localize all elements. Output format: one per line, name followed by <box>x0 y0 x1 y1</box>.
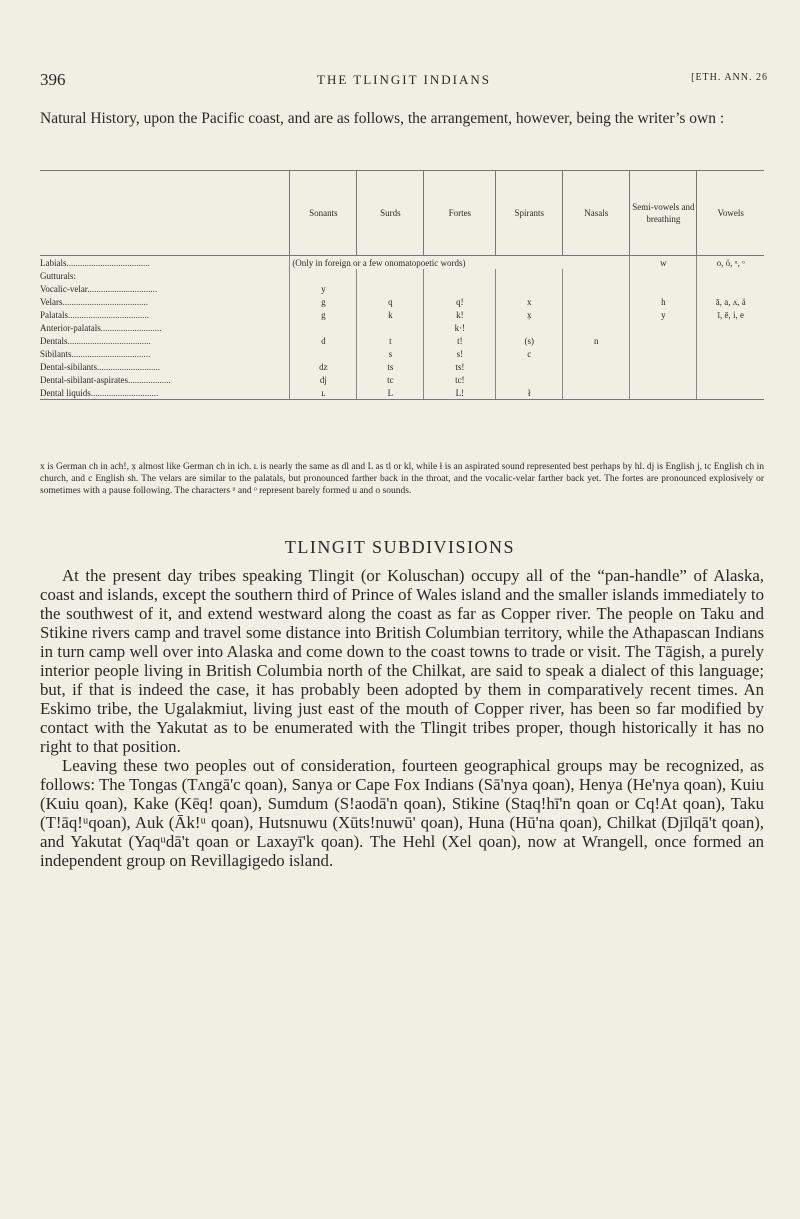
dot-leader: ............................ <box>97 361 160 372</box>
table-cell: g <box>290 308 357 321</box>
table-cell: (s) <box>496 334 563 347</box>
row-label: Dental-sibilant-aspirates................... <box>40 374 171 385</box>
table-cell: ts <box>357 360 424 373</box>
table-cell: q! <box>424 295 496 308</box>
column-header: Vowels <box>697 171 764 256</box>
page-number: 396 <box>40 70 66 89</box>
row-label: Dentals..................................... <box>40 335 151 346</box>
phonetic-table <box>40 170 764 400</box>
table-cell <box>496 269 563 282</box>
dot-leader: ........................... <box>100 322 162 333</box>
dot-leader: .................................... <box>68 309 149 320</box>
table-cell: k·! <box>424 321 496 334</box>
table-stub-header <box>40 171 290 256</box>
table-cell: (Only in foreign or a few onomatopoetic words) <box>290 256 630 270</box>
section-title: TLINGIT SUBDIVISIONS <box>284 537 516 557</box>
table-cell <box>357 269 424 282</box>
table-row <box>40 386 764 400</box>
table-cell: ł <box>496 386 563 400</box>
dot-leader: ..................................... <box>66 257 150 268</box>
table-cell: s <box>357 347 424 360</box>
row-label: Vocalic-velar............................... <box>40 283 158 294</box>
table-cell: dj <box>290 373 357 386</box>
table-cell <box>630 321 697 334</box>
table-cell <box>563 386 630 400</box>
table-row <box>40 373 764 386</box>
table-cell <box>563 321 630 334</box>
row-label: Velars...................................... <box>40 296 148 307</box>
table-cell <box>424 269 496 282</box>
dot-leader: ................... <box>127 374 171 385</box>
table-cell: h <box>630 295 697 308</box>
table-cell <box>496 360 563 373</box>
column-header: Spirants <box>496 171 563 256</box>
table-row <box>40 282 764 295</box>
table-row <box>40 295 764 308</box>
dot-leader: ................................... <box>71 348 151 359</box>
table-cell <box>697 347 764 360</box>
row-label: Dental-sibilants............................ <box>40 361 160 372</box>
column-header: Fortes <box>424 171 496 256</box>
row-label: Sibilants................................... <box>40 348 151 359</box>
row-label: Dental liquids.............................. <box>40 386 290 400</box>
table-cell: L <box>357 386 424 400</box>
table-cell: w <box>630 256 697 270</box>
table-cell: L! <box>424 386 496 400</box>
column-header: Surds <box>357 171 424 256</box>
table-cell <box>563 360 630 373</box>
table-cell: ā, a, ʌ, ä <box>697 295 764 308</box>
table-cell: tc! <box>424 373 496 386</box>
table-cell: d <box>290 334 357 347</box>
table-body <box>40 256 764 400</box>
table-cell <box>496 282 563 295</box>
paragraph: At the present day tribes speaking Tlingit (or Koluschan) occupy all of the “pan-handle” of Alaska, coast and islands, except the southern third of Prince of Wales island and the smaller islands immediately to the southwest of it, and extend westward along the coast as far as Copper river. The people on Taku and Stikine rivers camp and travel some distance into British Columbian territory, while the Athapascan Indians in turn camp well over into Alaska and come down to the coast towns to trade or visit. The Tāgish, a purely interior people living in British Columbia north of the Chilkat, are said to speak a dialect of this language; but, if that is indeed the case, it has probably been adopted by them in comparatively recent times. An Eskimo tribe, the Ugalakmiut, living just east of the mouth of Copper river, has been so far modified by contact with the Yakutat as to be enumerated with the Tlingit tribes proper, though historically it has no right to that position. <box>40 566 764 756</box>
row-label: Labials..................................... <box>40 257 150 268</box>
table-cell <box>697 373 764 386</box>
intro-paragraph: Natural History, upon the Pacific coast, and are as follows, the arrangement, however, being the writer’s own : <box>40 110 725 127</box>
row-label: Anterior-palatals........................... <box>40 322 162 333</box>
table-cell <box>697 360 764 373</box>
table-cell: n <box>563 334 630 347</box>
table-cell <box>563 282 630 295</box>
body-text <box>40 566 764 870</box>
table-cell <box>424 282 496 295</box>
table-cell <box>496 321 563 334</box>
column-header: Nasals <box>563 171 630 256</box>
table-cell: tc <box>357 373 424 386</box>
table-cell <box>563 269 630 282</box>
table-cell: x̣ <box>496 308 563 321</box>
dot-leader: ..................................... <box>67 335 151 346</box>
table-row <box>40 347 764 360</box>
table-header-row <box>40 171 764 256</box>
dot-leader: .............................. <box>90 387 159 398</box>
table-cell <box>630 282 697 295</box>
table-cell <box>697 282 764 295</box>
table-cell <box>290 347 357 360</box>
paragraph: Leaving these two peoples out of consideration, fourteen geographical groups may be recognized, as follows: The Tongas (Tʌngā'c qoan), Sanya or Cape Fox Indians (Sā'nya qoan), Henya (He'nya qoan), Kuiu (Kuiu qoan), Kake (Kēq! qoan), Sumdum (S!aodā'n qoan), Stikine (Staq!hī'n qoan or Cq!At qoan), Taku (T!āq!ᵘqoan), Auk (Āk!ᵘ qoan), Hutsnuwu (Xūts!nuwū' qoan), Huna (Hū'na qoan), Chilkat (Djīlqā't qoan), and Yakutat (Yaqᵘdā't qoan or Laxayī'k qoan). The Hehl (Xel qoan), now at Wrangell, once formed an independent group on Revillagigedo island. <box>40 756 764 870</box>
table-cell <box>563 373 630 386</box>
table-cell <box>357 321 424 334</box>
table-cell: x <box>496 295 563 308</box>
column-header: Semi-vowels and breathing <box>630 171 697 256</box>
table-cell <box>357 282 424 295</box>
table-cell: dz <box>290 360 357 373</box>
table-cell: k! <box>424 308 496 321</box>
table-cell <box>697 269 764 282</box>
table-cell <box>290 321 357 334</box>
table-cell <box>630 334 697 347</box>
table-cell <box>563 295 630 308</box>
dot-leader: ...................................... <box>62 296 148 307</box>
table-row <box>40 256 764 270</box>
table-cell <box>630 269 697 282</box>
table-cell: t <box>357 334 424 347</box>
running-header <box>40 70 768 94</box>
table-cell <box>630 360 697 373</box>
table-cell <box>496 373 563 386</box>
table-cell: k <box>357 308 424 321</box>
table-cell <box>630 386 697 400</box>
table-row <box>40 321 764 334</box>
table-cell: q <box>357 295 424 308</box>
table-cell <box>630 373 697 386</box>
table-row <box>40 334 764 347</box>
table-cell <box>563 308 630 321</box>
table-cell: o, ö, ᵘ, ᵒ <box>697 256 764 270</box>
table-cell <box>290 269 357 282</box>
table-cell: ts! <box>424 360 496 373</box>
table-cell: y <box>630 308 697 321</box>
table-cell: t! <box>424 334 496 347</box>
table-row <box>40 308 764 321</box>
table-cell <box>563 347 630 360</box>
table-cell: g <box>290 295 357 308</box>
table-row <box>40 360 764 373</box>
running-title: THE TLINGIT INDIANS <box>317 72 491 87</box>
column-header: Sonants <box>290 171 357 256</box>
table-cell <box>697 321 764 334</box>
table-footnote: x is German ch in ach!, x̣ almost like German ch in ich. ʟ is nearly the same as dl and L as tl or kl, while ł is an aspirated sound represented best perhaps by hl. dj is English j, tc English ch in church, and c English sh. The velars are similar to the palatals, but pronounced farther back in the throat, and the vocalic-velar farther back yet. The fortes are pronounced explosively or sometimes with a pause following. The characters ᵘ and ᵒ represent barely formed u and o sounds. <box>40 462 764 496</box>
report-reference: [ETH. ANN. 26 <box>691 72 768 83</box>
table-cell: s! <box>424 347 496 360</box>
dot-leader: ............................... <box>87 283 158 294</box>
row-label: Gutturals: <box>40 270 76 281</box>
table-cell: ʟ <box>290 386 357 400</box>
table-row <box>40 269 764 282</box>
table-cell: c <box>496 347 563 360</box>
table-cell: ī, ē, i, e <box>697 308 764 321</box>
row-label: Palatals.................................... <box>40 309 149 320</box>
table-cell: y <box>290 282 357 295</box>
table-cell <box>697 386 764 400</box>
table-cell <box>630 347 697 360</box>
table-cell <box>697 334 764 347</box>
